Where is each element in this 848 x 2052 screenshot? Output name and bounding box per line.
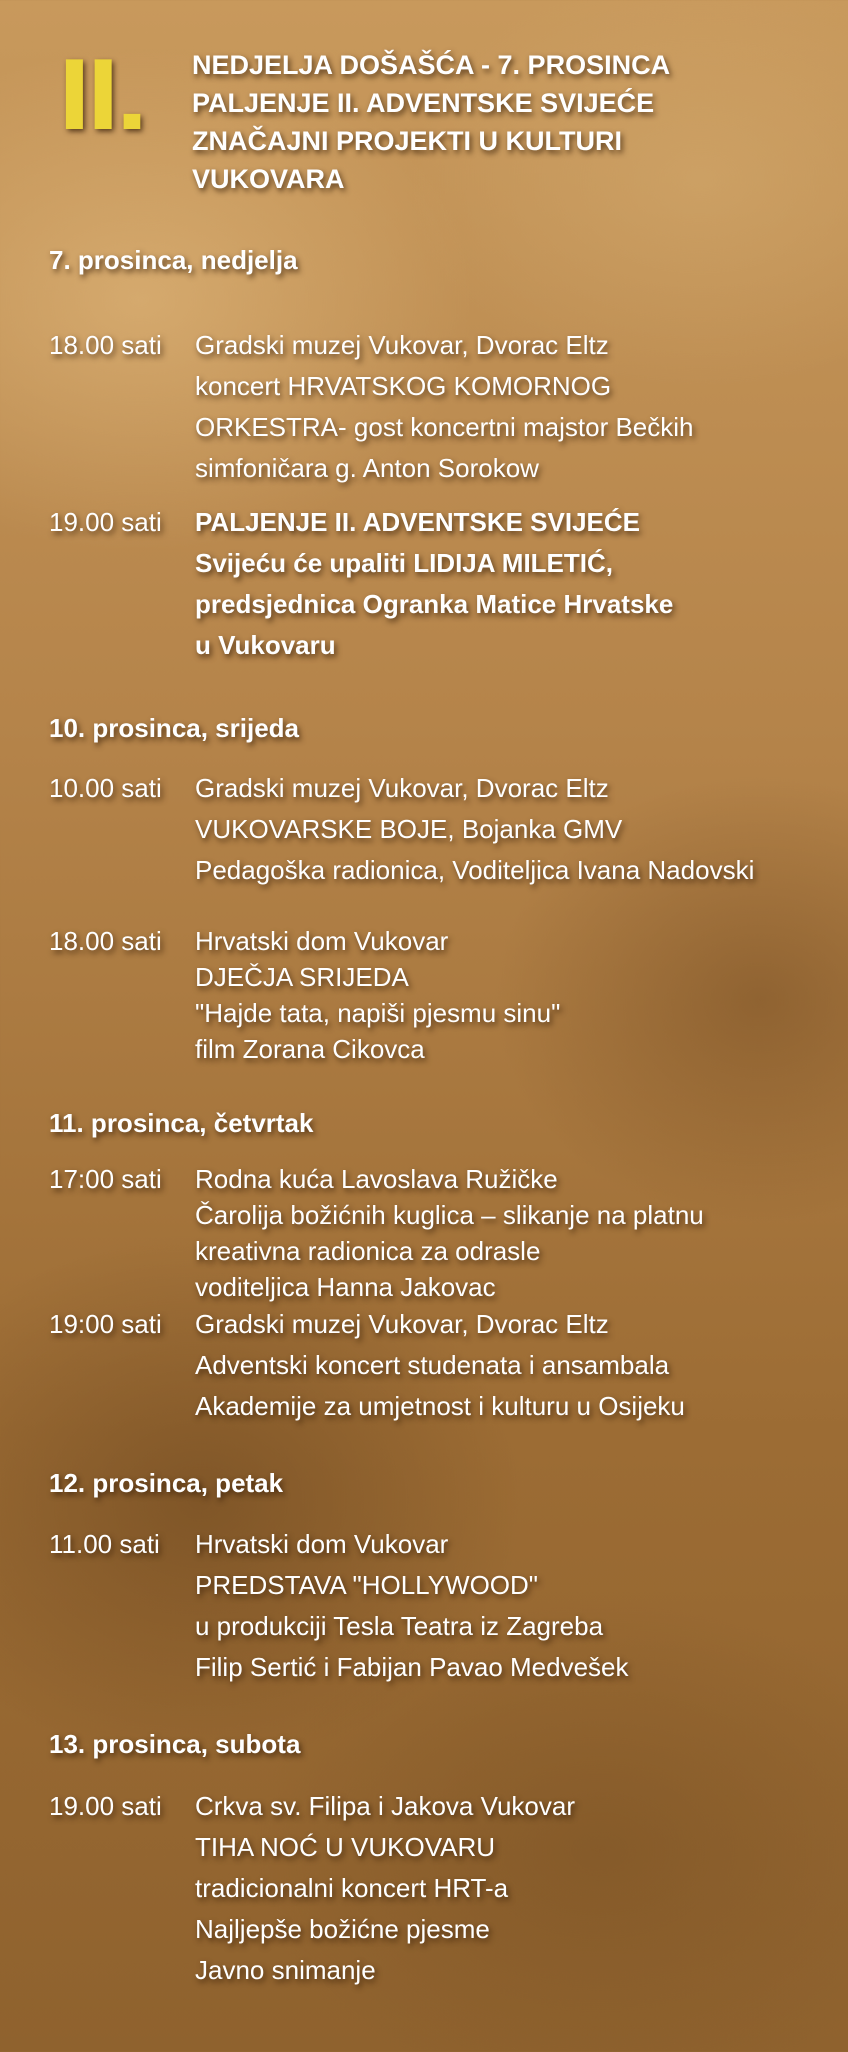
- event-line: Svijeću će upaliti LIDIJA MILETIĆ,: [195, 548, 614, 578]
- event-line: Pedagoška radionica, Voditeljica Ivana Nadovski: [195, 855, 755, 885]
- event-time: 17:00 sati: [49, 1164, 162, 1194]
- header-title: [192, 46, 752, 198]
- event-description: [195, 1524, 629, 1688]
- event-line: u produkciji Tesla Teatra iz Zagreba: [195, 1611, 604, 1641]
- event-line: ORKESTRA- gost koncertni majstor Bečkih: [195, 412, 694, 442]
- event-line: Hrvatski dom Vukovar: [195, 1529, 449, 1559]
- event-line: Akademije za umjetnost i kulturu u Osijeku: [195, 1391, 685, 1421]
- header-line: ZNAČAJNI PROJEKTI U KULTURI: [192, 126, 623, 156]
- header-line: VUKOVARA: [192, 164, 345, 194]
- event-line: Hrvatski dom Vukovar: [195, 926, 449, 956]
- header-line: NEDJELJA DOŠAŠĆA - 7. PROSINCA: [192, 50, 671, 80]
- event-time: 10.00 sati: [49, 773, 162, 803]
- event-line: Filip Sertić i Fabijan Pavao Medvešek: [195, 1652, 629, 1682]
- day-date: 11. prosinca, četvrtak: [49, 1108, 314, 1138]
- event-line: DJEČJA SRIJEDA: [195, 962, 409, 992]
- event-description: [195, 1304, 685, 1427]
- event-line: Čarolija božićnih kuglica – slikanje na platnu: [195, 1200, 704, 1230]
- event-time: 19.00 sati: [49, 507, 162, 537]
- event-line: PREDSTAVA "HOLLYWOOD": [195, 1570, 539, 1600]
- event-line: u Vukovaru: [195, 630, 336, 660]
- event-line: Javno snimanje: [195, 1955, 376, 1985]
- event-line: VUKOVARSKE BOJE, Bojanka GMV: [195, 814, 623, 844]
- event-line: Crkva sv. Filipa i Jakova Vukovar: [195, 1791, 576, 1821]
- event-line: voditeljica Hanna Jakovac: [195, 1272, 496, 1302]
- event-description: [195, 1161, 704, 1305]
- event-time: 11.00 sati: [49, 1529, 160, 1559]
- event-time: 18.00 sati: [49, 926, 162, 956]
- header-line: PALJENJE II. ADVENTSKE SVIJEĆE: [192, 88, 655, 118]
- event-line: kreativna radionica za odrasle: [195, 1236, 541, 1266]
- day-date: 10. prosinca, srijeda: [49, 713, 300, 743]
- event-line: film Zorana Cikovca: [195, 1034, 425, 1064]
- event-line: koncert HRVATSKOG KOMORNOG: [195, 371, 612, 401]
- event-description: [195, 502, 673, 666]
- event-time: 18.00 sati: [49, 330, 162, 360]
- day-date: 12. prosinca, petak: [49, 1468, 284, 1498]
- event-time: 19:00 sati: [49, 1309, 162, 1339]
- event-line: Najljepše božićne pjesme: [195, 1914, 490, 1944]
- event-line: Rodna kuća Lavoslava Ružičke: [195, 1164, 558, 1194]
- event-time: 19.00 sati: [49, 1791, 162, 1821]
- event-line: simfoničara g. Anton Sorokow: [195, 453, 539, 483]
- event-line: Gradski muzej Vukovar, Dvorac Eltz: [195, 1309, 609, 1339]
- event-line: Adventski koncert studenata i ansambala: [195, 1350, 670, 1380]
- event-line: Gradski muzej Vukovar, Dvorac Eltz: [195, 773, 609, 803]
- roman-numeral: II.: [58, 37, 145, 152]
- event-line: Gradski muzej Vukovar, Dvorac Eltz: [195, 330, 609, 360]
- event-line: tradicionalni koncert HRT-a: [195, 1873, 509, 1903]
- event-line: PALJENJE II. ADVENTSKE SVIJEĆE: [195, 507, 641, 537]
- event-line: TIHA NOĆ U VUKOVARU: [195, 1832, 496, 1862]
- event-description: [195, 768, 754, 891]
- event-line: "Hajde tata, napiši pjesmu sinu": [195, 998, 561, 1028]
- event-description: [195, 1786, 575, 1991]
- event-description: [195, 923, 560, 1067]
- event-description: [195, 325, 694, 489]
- event-line: predsjednica Ogranka Matice Hrvatske: [195, 589, 674, 619]
- day-date: 7. prosinca, nedjelja: [49, 245, 298, 275]
- day-date: 13. prosinca, subota: [49, 1729, 301, 1759]
